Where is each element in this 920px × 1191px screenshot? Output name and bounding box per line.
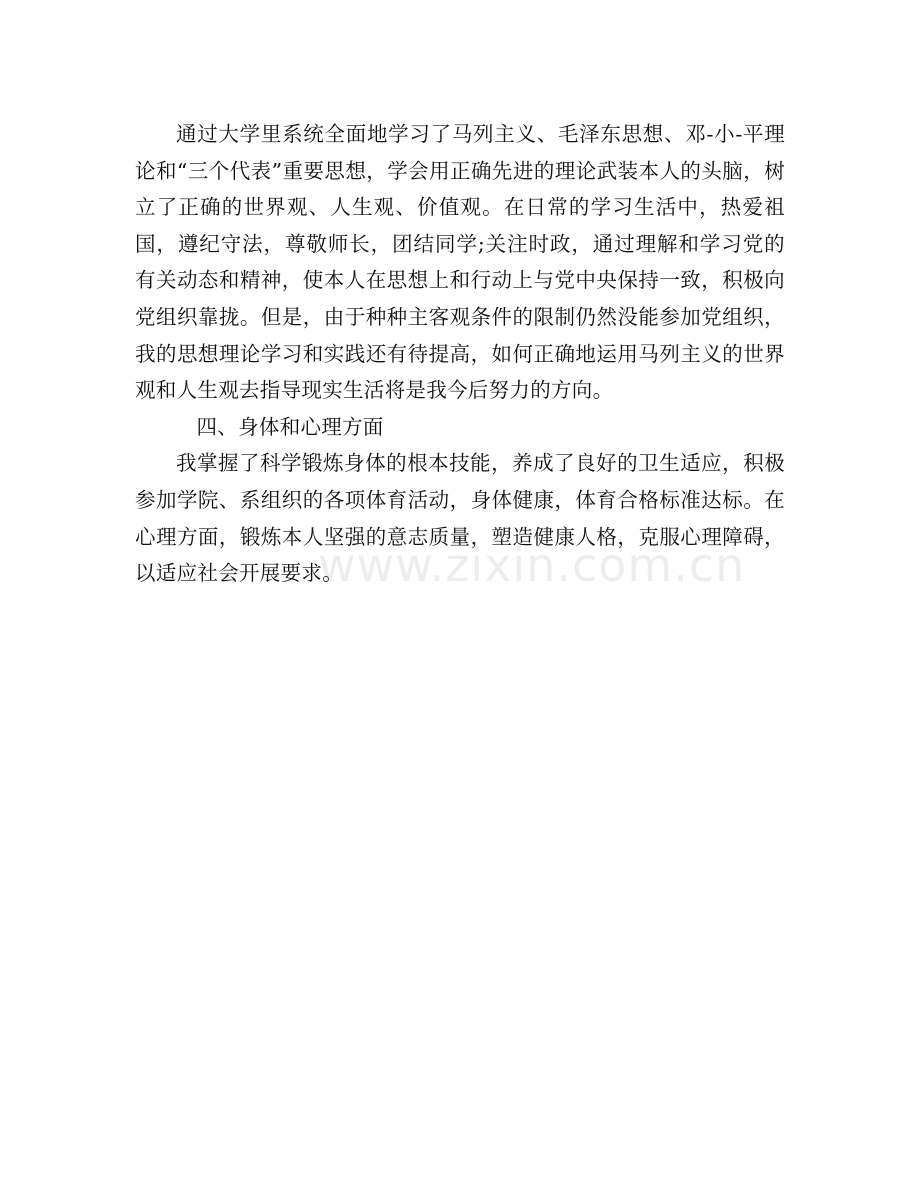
section-heading-body-and-mind: 四、身体和心理方面 (196, 414, 384, 439)
paragraph-ideology: 通过大学里系统全面地学习了马列主义、毛泽东思想、邓-小-平理论和“三个代表”重要思想，学会用正确先进的理论武装本人的头脑，树立了正确的世界观、人生观、价值观。在日常的学习生活中，热爱祖国，遵纪守法，尊敬师长，团结同学;关注时政，通过理解和学习党的有关动态和精神，使本人在思想上和行动上与党中央保持一致，积极向党组织靠拢。但是，由于种种主客观条件的限制仍然没能参加党组织，我的思想理论学习和实践还有待提高，如何正确地运用马列主义的世界观和人生观去指导现实生活将是我今后努力的方向。 (135, 122, 785, 403)
paragraph-body-and-mind: 我掌握了科学锻炼身体的根本技能，养成了良好的卫生适应，积极参加学院、系组织的各项体育活动，身体健康，体育合格标准达标。在心理方面，锻炼本人坚强的意志质量，塑造健康人格，克服心理障碍，以适应社会开展要求。 (135, 451, 785, 586)
document-body (135, 116, 785, 592)
watermark: www.zixin.com.cn (318, 538, 746, 592)
